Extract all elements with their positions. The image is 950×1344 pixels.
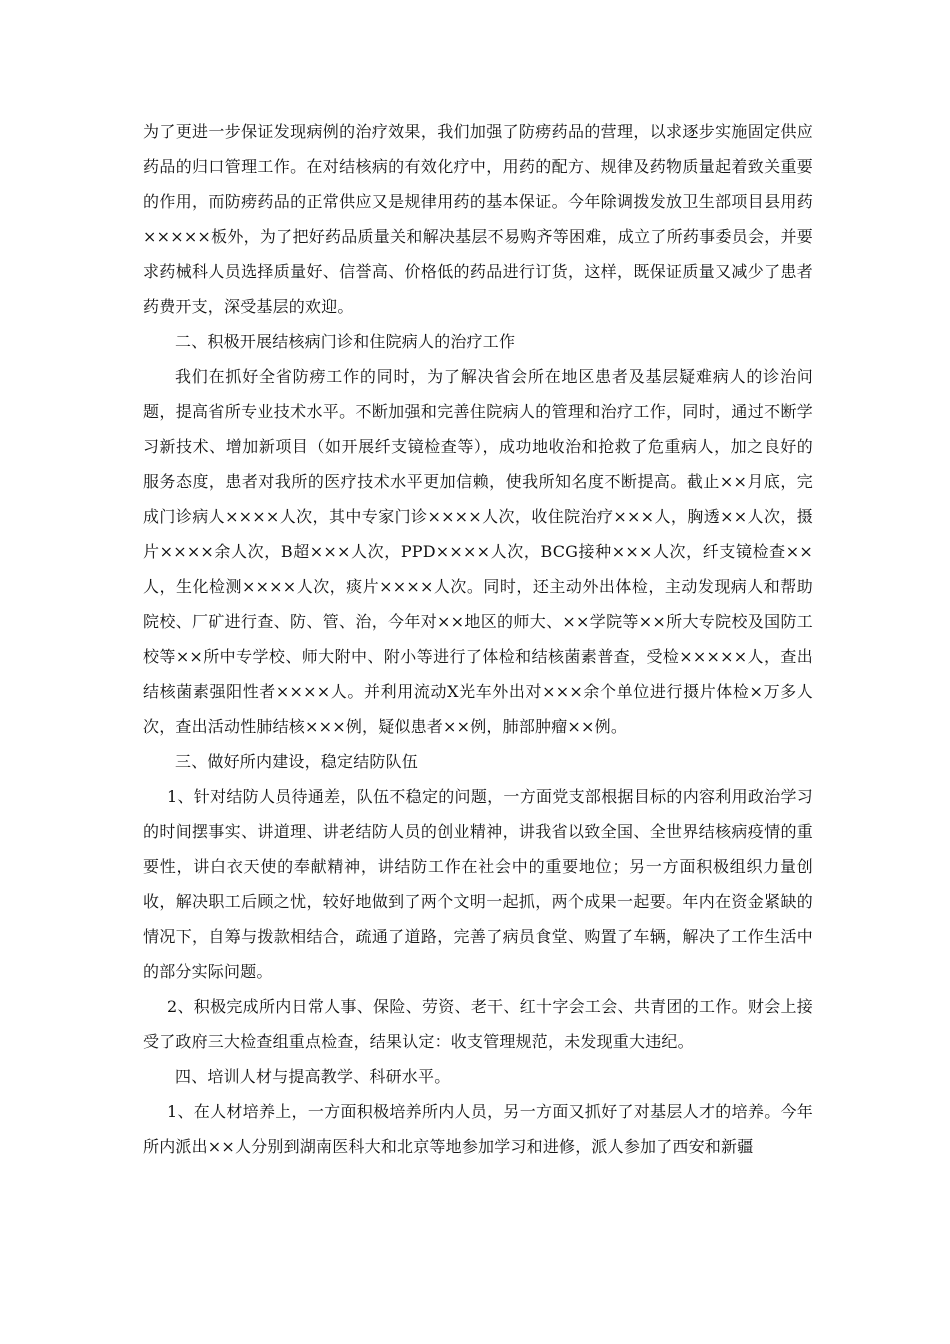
section-heading-4: 四、培训人材与提高教学、科研水平。 bbox=[175, 1067, 451, 1086]
document-body bbox=[143, 114, 813, 1164]
paragraph-talent-training: 1、在人材培养上，一方面积极培养所内人员，另一方面又抓好了对基层人才的培养。今年所内派出××人分别到湖南医科大和北京等地参加学习和进修，派人参加了西安和新疆 bbox=[143, 1102, 813, 1156]
paragraph-drug-management: 为了更进一步保证发现病例的治疗效果，我们加强了防痨药品的营理，以求逐步实施固定供应药品的归口管理工作。在对结核病的有效化疗中，用药的配方、规律及药物质量起着致关重要的作用，而防痨药品的正常供应又是规律用药的基本保证。今年除调拨发放卫生部项目县用药×××××板外，为了把好药品质量关和解决基层不易购齐等困难，成立了所药事委员会，并要求药械科人员选择质量好、信誉高、价格低的药品进行订货，这样，既保证质量又减少了患者药费开支，深受基层的欢迎。 bbox=[143, 122, 813, 316]
section-heading-3: 三、做好所内建设，稳定结防队伍 bbox=[175, 752, 419, 771]
section-heading-2: 二、积极开展结核病门诊和住院病人的治疗工作 bbox=[175, 332, 516, 351]
paragraph-clinic-treatment: 我们在抓好全省防痨工作的同时，为了解决省会所在地区患者及基层疑难病人的诊治问题，提高省所专业技术水平。不断加强和完善住院病人的管理和治疗工作，同时，通过不断学习新技术、增加新项目（如开展纤支镜检查等），成功地收治和抢救了危重病人，加之良好的服务态度，患者对我所的医疗技术水平更加信赖，使我所知名度不断提高。截止××月底，完成门诊病人××××人次，其中专家门诊××××人次，收住院治疗×××人，胸透××人次，摄片××××余人次，B超×××人次，PPD××××人次，BCG接种×××人次，纤支镜检查××人，生化检测××××人次，痰片××××人次。同时，还主动外出体检，主动发现病人和帮助院校、厂矿进行查、防、管、治，今年对××地区的师大、××学院等××所大专院校及国防工校等××所中专学校、师大附中、附小等进行了体检和结核菌素普查，受检×××××人，查出结核菌素强阳性者××××人。并利用流动X光车外出对×××余个单位进行摄片体检×万多人次，查出活动性肺结核×××例，疑似患者××例，肺部肿瘤××例。 bbox=[143, 367, 813, 736]
paragraph-admin-work: 2、积极完成所内日常人事、保险、劳资、老干、红十字会工会、共青团的工作。财会上接受了政府三大检查组重点检查，结果认定：收支管理规范，未发现重大违纪。 bbox=[143, 997, 813, 1051]
paragraph-team-stability: 1、针对结防人员待通差，队伍不稳定的问题，一方面党支部根据目标的内容利用政治学习的时间摆事实、讲道理、讲老结防人员的创业精神，讲我省以致全国、全世界结核病疫情的重要性，讲白衣天使的奉献精神，讲结防工作在社会中的重要地位；另一方面积极组织力量创收，解决职工后顾之忧，较好地做到了两个文明一起抓，两个成果一起要。年内在资金紧缺的情况下，自筹与拨款相结合，疏通了道路，完善了病员食堂、购置了车辆，解决了工作生活中的部分实际问题。 bbox=[143, 787, 813, 981]
